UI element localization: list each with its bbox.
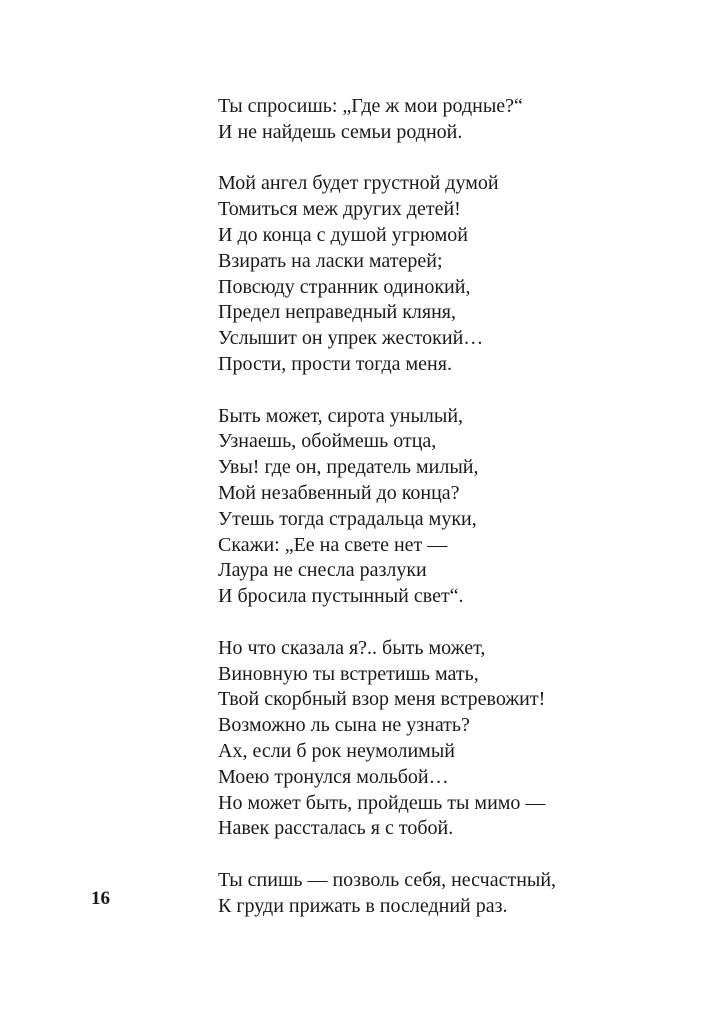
poem-line: Быть может, сирота унылый, bbox=[218, 404, 464, 427]
poem-line: Услышит он упрек жестокий… bbox=[218, 327, 484, 350]
poem-line: Лаура не снесла разлуки bbox=[218, 559, 427, 582]
stanza bbox=[218, 404, 688, 610]
poem-line: Скажи: „Ее на свете нет — bbox=[218, 533, 448, 556]
stanza bbox=[218, 636, 688, 842]
poem-line: К груди прижать в последний раз. bbox=[218, 894, 508, 917]
poem-line: Узнаешь, обоймешь отца, bbox=[218, 430, 437, 453]
poem-line: Виновную ты встретишь мать, bbox=[218, 662, 479, 685]
poem-line: Мой незабвенный до конца? bbox=[218, 481, 460, 504]
poem-line: Ты спишь — позволь себя, несчастный, bbox=[218, 868, 557, 891]
poem-line: Томиться меж других детей! bbox=[218, 198, 461, 221]
poem-line: Взирать на ласки матерей; bbox=[218, 249, 443, 272]
poem-line: Увы! где он, предатель милый, bbox=[218, 456, 479, 479]
poem-line: Твой скорбный взор меня встревожит! bbox=[218, 688, 546, 711]
poem-line: Прости, прости тогда меня. bbox=[218, 352, 452, 375]
poem-line: Ах, если б рок неумолимый bbox=[218, 739, 455, 762]
poem-line: Навек рассталась я с тобой. bbox=[218, 817, 454, 840]
poem-line: Мой ангел будет грустной думой bbox=[218, 172, 499, 195]
poem-line: Утешь тогда страдальца муки, bbox=[218, 507, 477, 530]
poem-text bbox=[218, 94, 688, 945]
stanza bbox=[218, 171, 688, 377]
poem-line: Моею тронулся мольбой… bbox=[218, 765, 449, 788]
page-number: 16 bbox=[91, 888, 110, 909]
poem-line: Предел неправедный кляня, bbox=[218, 301, 457, 324]
poem-line: И не найдешь семьи родной. bbox=[218, 120, 463, 143]
poem-line: Возможно ль сына не узнать? bbox=[218, 714, 470, 737]
poem-line: Но может быть, пройдешь ты мимо — bbox=[218, 791, 546, 814]
stanza bbox=[218, 868, 688, 920]
poem-line: Но что сказала я?.. быть может, bbox=[218, 636, 486, 659]
stanza bbox=[218, 94, 688, 146]
poem-line: Ты спросишь: „Где ж мои родные?“ bbox=[218, 95, 523, 117]
poem-line: Повсюду странник одинокий, bbox=[218, 275, 471, 298]
poem-line: И до конца с душой угрюмой bbox=[218, 223, 468, 246]
poem-line: И бросила пустынный свет“. bbox=[218, 585, 464, 608]
